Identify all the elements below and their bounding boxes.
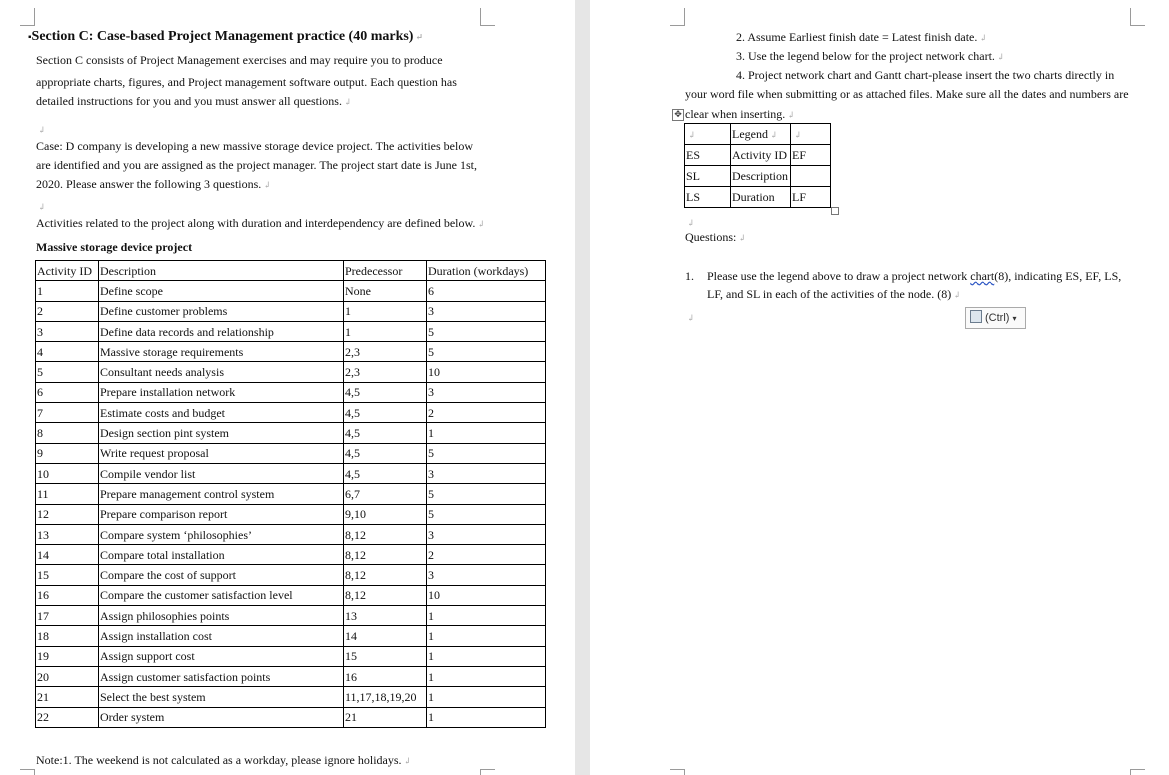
duration-cell[interactable]: 5: [427, 342, 546, 362]
duration-cell[interactable]: 1: [427, 606, 546, 626]
activity-id-cell[interactable]: 7: [36, 403, 99, 423]
empty-paragraph-mark: ↲: [38, 202, 46, 212]
table-row: [36, 565, 546, 585]
margin-crop-mark: [480, 769, 495, 775]
table-row: [36, 504, 546, 524]
duration-cell[interactable]: 2: [427, 545, 546, 565]
predecessor-cell[interactable]: 21: [344, 707, 427, 727]
table-row: [36, 606, 546, 626]
legend-cell[interactable]: LF: [791, 187, 831, 208]
description-cell[interactable]: Order system: [99, 707, 344, 727]
description-cell[interactable]: Compare total installation: [99, 545, 344, 565]
margin-crop-mark: [480, 8, 495, 26]
duration-cell[interactable]: 1: [427, 626, 546, 646]
predecessor-cell[interactable]: 1: [344, 301, 427, 321]
description-cell[interactable]: Design section pint system: [99, 423, 344, 443]
activity-id-cell[interactable]: 19: [36, 646, 99, 666]
case-line-2[interactable]: are identified and you are assigned as the project manager. The project start date is June 1st,: [36, 158, 477, 172]
predecessor-cell[interactable]: 8,12: [344, 565, 427, 585]
legend-title-row: [685, 124, 831, 145]
legend-row: [685, 145, 831, 166]
empty-paragraph-mark: ↲: [687, 218, 695, 228]
legend-row: [685, 166, 831, 187]
duration-cell[interactable]: 3: [427, 382, 546, 402]
predecessor-cell[interactable]: 2,3: [344, 362, 427, 382]
predecessor-cell[interactable]: 2,3: [344, 342, 427, 362]
note-2[interactable]: 2. Assume Earliest finish date = Latest finish date. ↲: [736, 30, 987, 44]
weekend-note[interactable]: Note:1. The weekend is not calculated as a workday, please ignore holidays. ↲: [36, 753, 412, 767]
table-row: [36, 362, 546, 382]
duration-cell[interactable]: 5: [427, 504, 546, 524]
question-1-line-1[interactable]: Please use the legend above to draw a project network chart(8), indicating ES, EF, LS,: [707, 269, 1122, 283]
empty-paragraph-mark: ↲: [687, 313, 695, 323]
legend-row: [685, 187, 831, 208]
table-row: [36, 403, 546, 423]
legend-cell[interactable]: ↲: [685, 124, 731, 145]
predecessor-cell[interactable]: 15: [344, 646, 427, 666]
table-row: [36, 342, 546, 362]
activities-intro[interactable]: Activities related to the project along with duration and interdependency are defined below. ↲: [36, 216, 485, 230]
predecessor-cell[interactable]: 16: [344, 666, 427, 686]
margin-crop-mark: [1130, 769, 1145, 775]
description-cell[interactable]: Massive storage requirements: [99, 342, 344, 362]
activity-table[interactable]: [35, 260, 546, 728]
predecessor-cell[interactable]: 4,5: [344, 423, 427, 443]
activity-id-cell[interactable]: 9: [36, 443, 99, 463]
legend-cell[interactable]: Description: [731, 166, 791, 187]
activity-id-cell[interactable]: 1: [36, 281, 99, 301]
intro-line-1[interactable]: Section C consists of Project Management exercises and may require you to produce: [36, 53, 443, 67]
description-cell[interactable]: Assign installation cost: [99, 626, 344, 646]
margin-crop-mark: [20, 769, 35, 775]
table-row: [36, 484, 546, 504]
description-cell[interactable]: Consultant needs analysis: [99, 362, 344, 382]
questions-label[interactable]: Questions: ↲: [685, 230, 746, 244]
description-cell[interactable]: Prepare installation network: [99, 382, 344, 402]
table-row: [36, 687, 546, 707]
description-cell[interactable]: Define customer problems: [99, 301, 344, 321]
duration-cell[interactable]: 3: [427, 301, 546, 321]
activity-id-cell[interactable]: 17: [36, 606, 99, 626]
activity-id-cell[interactable]: 3: [36, 321, 99, 341]
description-cell[interactable]: Assign support cost: [99, 646, 344, 666]
margin-crop-mark: [670, 769, 685, 775]
description-cell[interactable]: Define scope: [99, 281, 344, 301]
legend-cell[interactable]: Activity ID: [731, 145, 791, 166]
table-row: [36, 463, 546, 483]
note-4-line-1[interactable]: 4. Project network chart and Gantt chart-please insert the two charts directly in: [736, 68, 1115, 82]
activity-id-cell[interactable]: 21: [36, 687, 99, 707]
activity-id-cell[interactable]: 8: [36, 423, 99, 443]
activity-id-cell[interactable]: 13: [36, 524, 99, 544]
duration-cell[interactable]: 1: [427, 707, 546, 727]
table-row: [36, 443, 546, 463]
question-1-line-2[interactable]: LF, and SL in each of the activities of the node. (8) ↲: [707, 287, 961, 301]
predecessor-cell[interactable]: 6,7: [344, 484, 427, 504]
header-duration[interactable]: Duration (workdays): [427, 261, 546, 281]
intro-line-3[interactable]: detailed instructions for you and you must answer all questions. ↲: [36, 94, 352, 108]
margin-crop-mark: [20, 8, 35, 26]
activity-id-cell[interactable]: 12: [36, 504, 99, 524]
table-row: [36, 301, 546, 321]
legend-cell[interactable]: EF: [791, 145, 831, 166]
activity-id-cell[interactable]: 16: [36, 585, 99, 605]
header-predecessor[interactable]: Predecessor: [344, 261, 427, 281]
predecessor-cell[interactable]: 4,5: [344, 443, 427, 463]
duration-cell[interactable]: 1: [427, 646, 546, 666]
margin-crop-mark: [670, 8, 685, 26]
dropdown-arrow-icon: ▾: [1012, 314, 1017, 323]
case-line-1[interactable]: Case: D company is developing a new massive storage device project. The activities below: [36, 139, 473, 153]
description-cell[interactable]: Compare system ‘philosophies’: [99, 524, 344, 544]
table-row: [36, 423, 546, 443]
header-activity-id[interactable]: Activity ID: [36, 261, 99, 281]
duration-cell[interactable]: 1: [427, 687, 546, 707]
predecessor-cell[interactable]: 1: [344, 321, 427, 341]
case-line-3[interactable]: 2020. Please answer the following 3 questions. ↲: [36, 177, 271, 191]
activity-id-cell[interactable]: 6: [36, 382, 99, 402]
legend-cell[interactable]: SL: [685, 166, 731, 187]
activity-id-cell[interactable]: 4: [36, 342, 99, 362]
table-row: [36, 646, 546, 666]
table-title[interactable]: Massive storage device project: [36, 240, 193, 254]
description-cell[interactable]: Compare the cost of support: [99, 565, 344, 585]
predecessor-cell[interactable]: 11,17,18,19,20: [344, 687, 427, 707]
table-header-row: [36, 261, 546, 281]
activity-id-cell[interactable]: 11: [36, 484, 99, 504]
predecessor-cell[interactable]: 8,12: [344, 585, 427, 605]
duration-cell[interactable]: 3: [427, 524, 546, 544]
activity-id-cell[interactable]: 18: [36, 626, 99, 646]
duration-cell[interactable]: 1: [427, 666, 546, 686]
table-row: [36, 321, 546, 341]
spelling-flag[interactable]: chart: [970, 269, 995, 283]
predecessor-cell[interactable]: 4,5: [344, 463, 427, 483]
description-cell[interactable]: Compare the customer satisfaction level: [99, 585, 344, 605]
section-heading[interactable]: ▪Section C: Case-based Project Management practice (40 marks) ↵: [28, 29, 424, 44]
duration-cell[interactable]: 5: [427, 484, 546, 504]
duration-cell[interactable]: 2: [427, 403, 546, 423]
predecessor-cell[interactable]: 13: [344, 606, 427, 626]
description-cell[interactable]: Write request proposal: [99, 443, 344, 463]
duration-cell[interactable]: 5: [427, 443, 546, 463]
predecessor-cell[interactable]: 14: [344, 626, 427, 646]
activity-id-cell[interactable]: 2: [36, 301, 99, 321]
description-cell[interactable]: Assign customer satisfaction points: [99, 666, 344, 686]
predecessor-cell[interactable]: 9,10: [344, 504, 427, 524]
activity-id-cell[interactable]: 20: [36, 666, 99, 686]
document-page-left: [0, 0, 575, 775]
note-3[interactable]: 3. Use the legend below for the project network chart. ↲: [736, 49, 1005, 63]
activity-id-cell[interactable]: 15: [36, 565, 99, 585]
table-row: [36, 524, 546, 544]
predecessor-cell[interactable]: 8,12: [344, 545, 427, 565]
predecessor-cell[interactable]: 8,12: [344, 524, 427, 544]
table-row: [36, 281, 546, 301]
clipboard-icon: [970, 310, 982, 323]
activity-id-cell[interactable]: 10: [36, 463, 99, 483]
predecessor-cell[interactable]: 4,5: [344, 382, 427, 402]
table-move-icon[interactable]: ✥: [672, 109, 684, 121]
duration-cell[interactable]: 10: [427, 585, 546, 605]
legend-title[interactable]: Legend ↲: [731, 124, 791, 145]
legend-cell[interactable]: [791, 166, 831, 187]
activity-id-cell[interactable]: 5: [36, 362, 99, 382]
activity-id-cell[interactable]: 22: [36, 707, 99, 727]
description-cell[interactable]: Estimate costs and budget: [99, 403, 344, 423]
table-row: [36, 585, 546, 605]
duration-cell[interactable]: 5: [427, 321, 546, 341]
description-cell[interactable]: Define data records and relationship: [99, 321, 344, 341]
description-cell[interactable]: Select the best system: [99, 687, 344, 707]
description-cell[interactable]: Assign philosophies points: [99, 606, 344, 626]
legend-table[interactable]: [684, 123, 831, 208]
description-cell[interactable]: Compile vendor list: [99, 463, 344, 483]
table-resize-handle[interactable]: [831, 207, 839, 215]
question-1-number: 1.: [685, 269, 694, 283]
duration-cell[interactable]: 6: [427, 281, 546, 301]
legend-cell[interactable]: LS: [685, 187, 731, 208]
description-cell[interactable]: Prepare comparison report: [99, 504, 344, 524]
table-row: [36, 626, 546, 646]
paste-options-button[interactable]: (Ctrl) ▾: [965, 307, 1026, 329]
duration-cell[interactable]: 1: [427, 423, 546, 443]
table-row: [36, 707, 546, 727]
description-cell[interactable]: Prepare management control system: [99, 484, 344, 504]
header-description[interactable]: Description: [99, 261, 344, 281]
table-row: [36, 666, 546, 686]
activity-id-cell[interactable]: 14: [36, 545, 99, 565]
legend-cell[interactable]: ↲: [791, 124, 831, 145]
table-row: [36, 382, 546, 402]
legend-cell[interactable]: Duration: [731, 187, 791, 208]
predecessor-cell[interactable]: None: [344, 281, 427, 301]
note-4-line-3[interactable]: clear when inserting. ↲: [685, 107, 795, 121]
predecessor-cell[interactable]: 4,5: [344, 403, 427, 423]
note-4-line-2[interactable]: your word file when submitting or as attached files. Make sure all the dates and numbers are: [685, 87, 1129, 101]
legend-cell[interactable]: ES: [685, 145, 731, 166]
duration-cell[interactable]: 10: [427, 362, 546, 382]
table-row: [36, 545, 546, 565]
duration-cell[interactable]: 3: [427, 565, 546, 585]
margin-crop-mark: [1130, 8, 1145, 26]
duration-cell[interactable]: 3: [427, 463, 546, 483]
empty-paragraph-mark: ↲: [38, 125, 46, 135]
intro-line-2[interactable]: appropriate charts, figures, and Project management software output. Each question has: [36, 75, 457, 89]
